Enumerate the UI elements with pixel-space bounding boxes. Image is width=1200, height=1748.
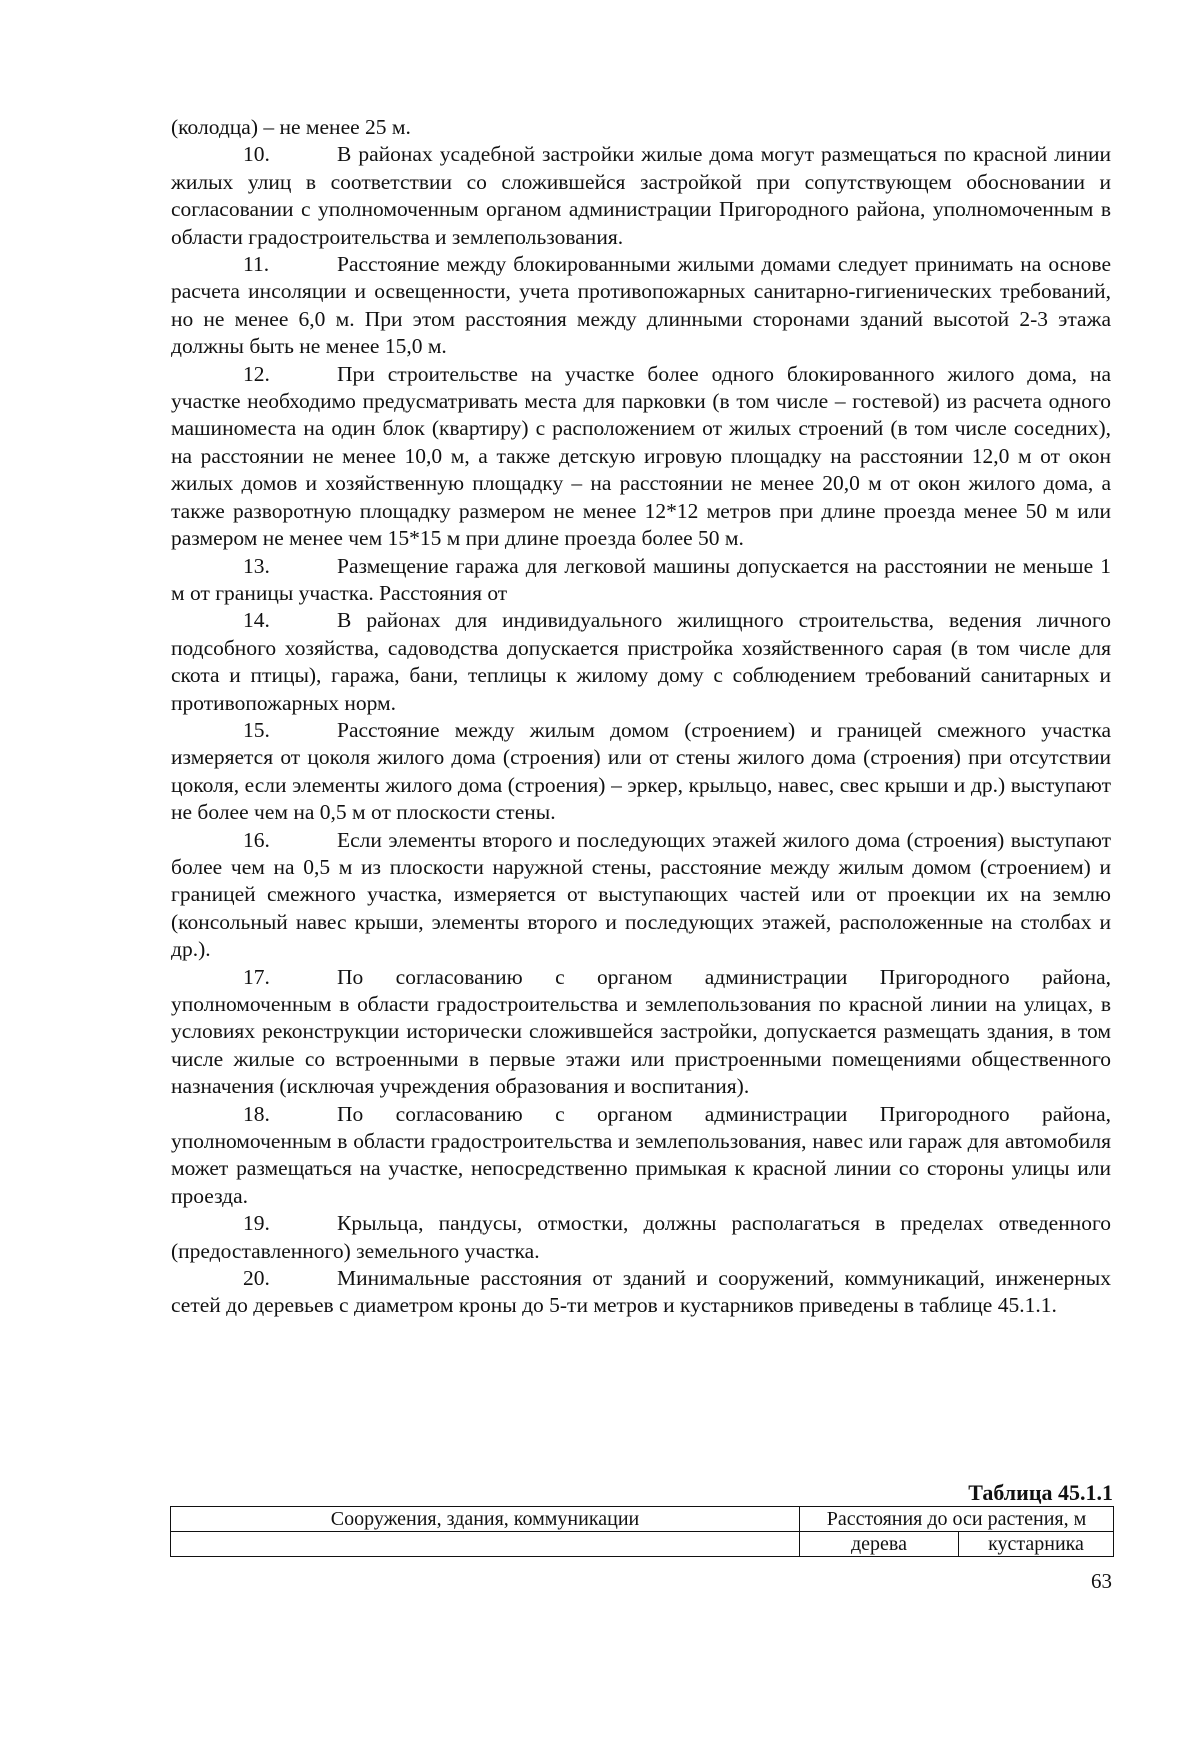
paragraph-10 [171, 141, 1111, 251]
paragraph-20 [171, 1265, 1111, 1320]
table-caption: Таблица 45.1.1 [968, 1480, 1113, 1505]
paragraph-text: Если элементы второго и последующих этажей жилого дома (строения) выступают более чем на 0,5 м из плоскости наружной стены, расстояние между жилым домом (строением) и границей смежного участка, измеряется от выступающих частей или от проекции их на землю (консольный навес крыши, элементы второго и последующих этажей, расположенные на столбах и др.). [171, 827, 1111, 962]
paragraph-12 [171, 361, 1111, 553]
paragraph-18 [171, 1101, 1111, 1211]
header-structures: Сооружения, здания, коммуникации [171, 1507, 800, 1532]
paragraph-continuation [171, 114, 1111, 141]
paragraph-text: Минимальные расстояния от зданий и сооружений, коммуникаций, инженерных сетей до деревьев с диаметром кроны до 5-ти метров и кустарников приведены в таблице 45.1.1. [171, 1266, 1111, 1318]
body-text [171, 114, 1111, 1320]
paragraph-11 [171, 251, 1111, 361]
empty-cell [171, 1532, 800, 1557]
paragraph-number: 13. [243, 553, 270, 578]
paragraph-text: Расстояние между блокированными жилыми домами следует принимать на основе расчета инсоляции и освещенности, учета противопожарных санитарно-гигиенических требований, но не менее 6,0 м. При этом расстояния между длинными сторонами зданий высотой 2-3 этажа должны быть не менее 15,0 м. [171, 252, 1111, 359]
paragraph-number: 10. [243, 142, 270, 167]
header-distance: Расстояния до оси растения, м [800, 1507, 1114, 1532]
page-number: 63 [1091, 1569, 1112, 1593]
paragraph-text: (колодца) – не менее 25 м. [171, 115, 411, 139]
paragraph-text: При строительстве на участке более одного блокированного жилого дома, на участке необходимо предусматривать места для парковки (в том числе – гостевой) из расчета одного машиноместа на один блок (квартиру) с расположением от жилых строений (в том числе соседних), на расстоянии не менее 10,0 м, а также детскую игровую площадку на расстоянии 12,0 м от окон жилых домов и хозяйственную площадку – на расстоянии не менее 20,0 м от окон жилого дома, а также разворотную площадку размером не менее 12*12 метров при длине проезда менее 50 м или размером не менее чем 15*15 м при длине проезда более 50 м. [171, 361, 1111, 551]
distance-table [170, 1506, 1114, 1557]
paragraph-number: 16. [243, 827, 270, 852]
paragraph-number: 12. [243, 361, 270, 386]
paragraph-text: Расстояние между жилым домом (строением) и границей смежного участка измеряется от цоколя жилого дома (строения) или от стены жилого дома (строения) при отсутствии цоколя, если элементы жилого дома (строения) – эркер, крыльцо, навес, свес крыши и др.) выступают не более чем на 0,5 м от плоскости стены. [171, 717, 1111, 825]
paragraph-number: 18. [243, 1101, 270, 1126]
paragraph-15 [171, 717, 1111, 827]
paragraph-13 [171, 553, 1111, 608]
paragraph-number: 15. [243, 717, 270, 742]
paragraph-text: В районах для индивидуального жилищного строительства, ведения личного подсобного хозяйства, садоводства допускается пристройка хозяйственного сарая (в том числе для скота и птицы), гаража, бани, теплицы к жилому дому с соблюдением требований санитарных и противопожарных норм. [171, 608, 1111, 715]
paragraph-14 [171, 607, 1111, 717]
paragraph-text: По согласованию с органом администрации Пригородного района, уполномоченным в области градостроительства и землепользования, навес или гараж для автомобиля может размещаться на участке, непосредственно примыкая к красной линии со стороны улицы или проезда. [171, 1101, 1111, 1208]
paragraph-number: 17. [243, 964, 270, 989]
table-subheader-row [171, 1532, 1114, 1557]
paragraph-number: 14. [243, 608, 270, 633]
subheader-tree: дерева [800, 1532, 959, 1557]
paragraph-16 [171, 827, 1111, 964]
paragraph-17 [171, 964, 1111, 1101]
paragraph-number: 11. [243, 252, 270, 277]
paragraph-number: 20. [243, 1266, 270, 1291]
paragraph-19 [171, 1210, 1111, 1265]
paragraph-text: Крыльца, пандусы, отмостки, должны располагаться в пределах отведенного (предоставленного) земельного участка. [171, 1211, 1111, 1263]
paragraph-number: 19. [243, 1211, 270, 1236]
subheader-shrub: кустарника [959, 1532, 1114, 1557]
paragraph-text: Размещение гаража для легковой машины допускается на расстоянии не меньше 1 м от границы участка. Расстояния от [171, 553, 1111, 605]
paragraph-text: По согласованию с органом администрации Пригородного района, уполномоченным в области градостроительства и землепользования по красной линии на улицах, в условиях реконструкции исторически сложившейся застройки, допускается размещать здания, в том числе жилые со встроенными в первые этажи или пристроенными помещениями общественного назначения (исключая учреждения образования и воспитания). [171, 964, 1111, 1099]
paragraph-text: В районах усадебной застройки жилые дома могут размещаться по красной линии жилых улиц в соответствии со сложившейся застройкой при сопутствующем обосновании и согласовании с уполномоченным органом администрации Пригородного района, уполномоченным в области градостроительства и землепользования. [171, 142, 1111, 249]
table-header-row [171, 1507, 1114, 1532]
